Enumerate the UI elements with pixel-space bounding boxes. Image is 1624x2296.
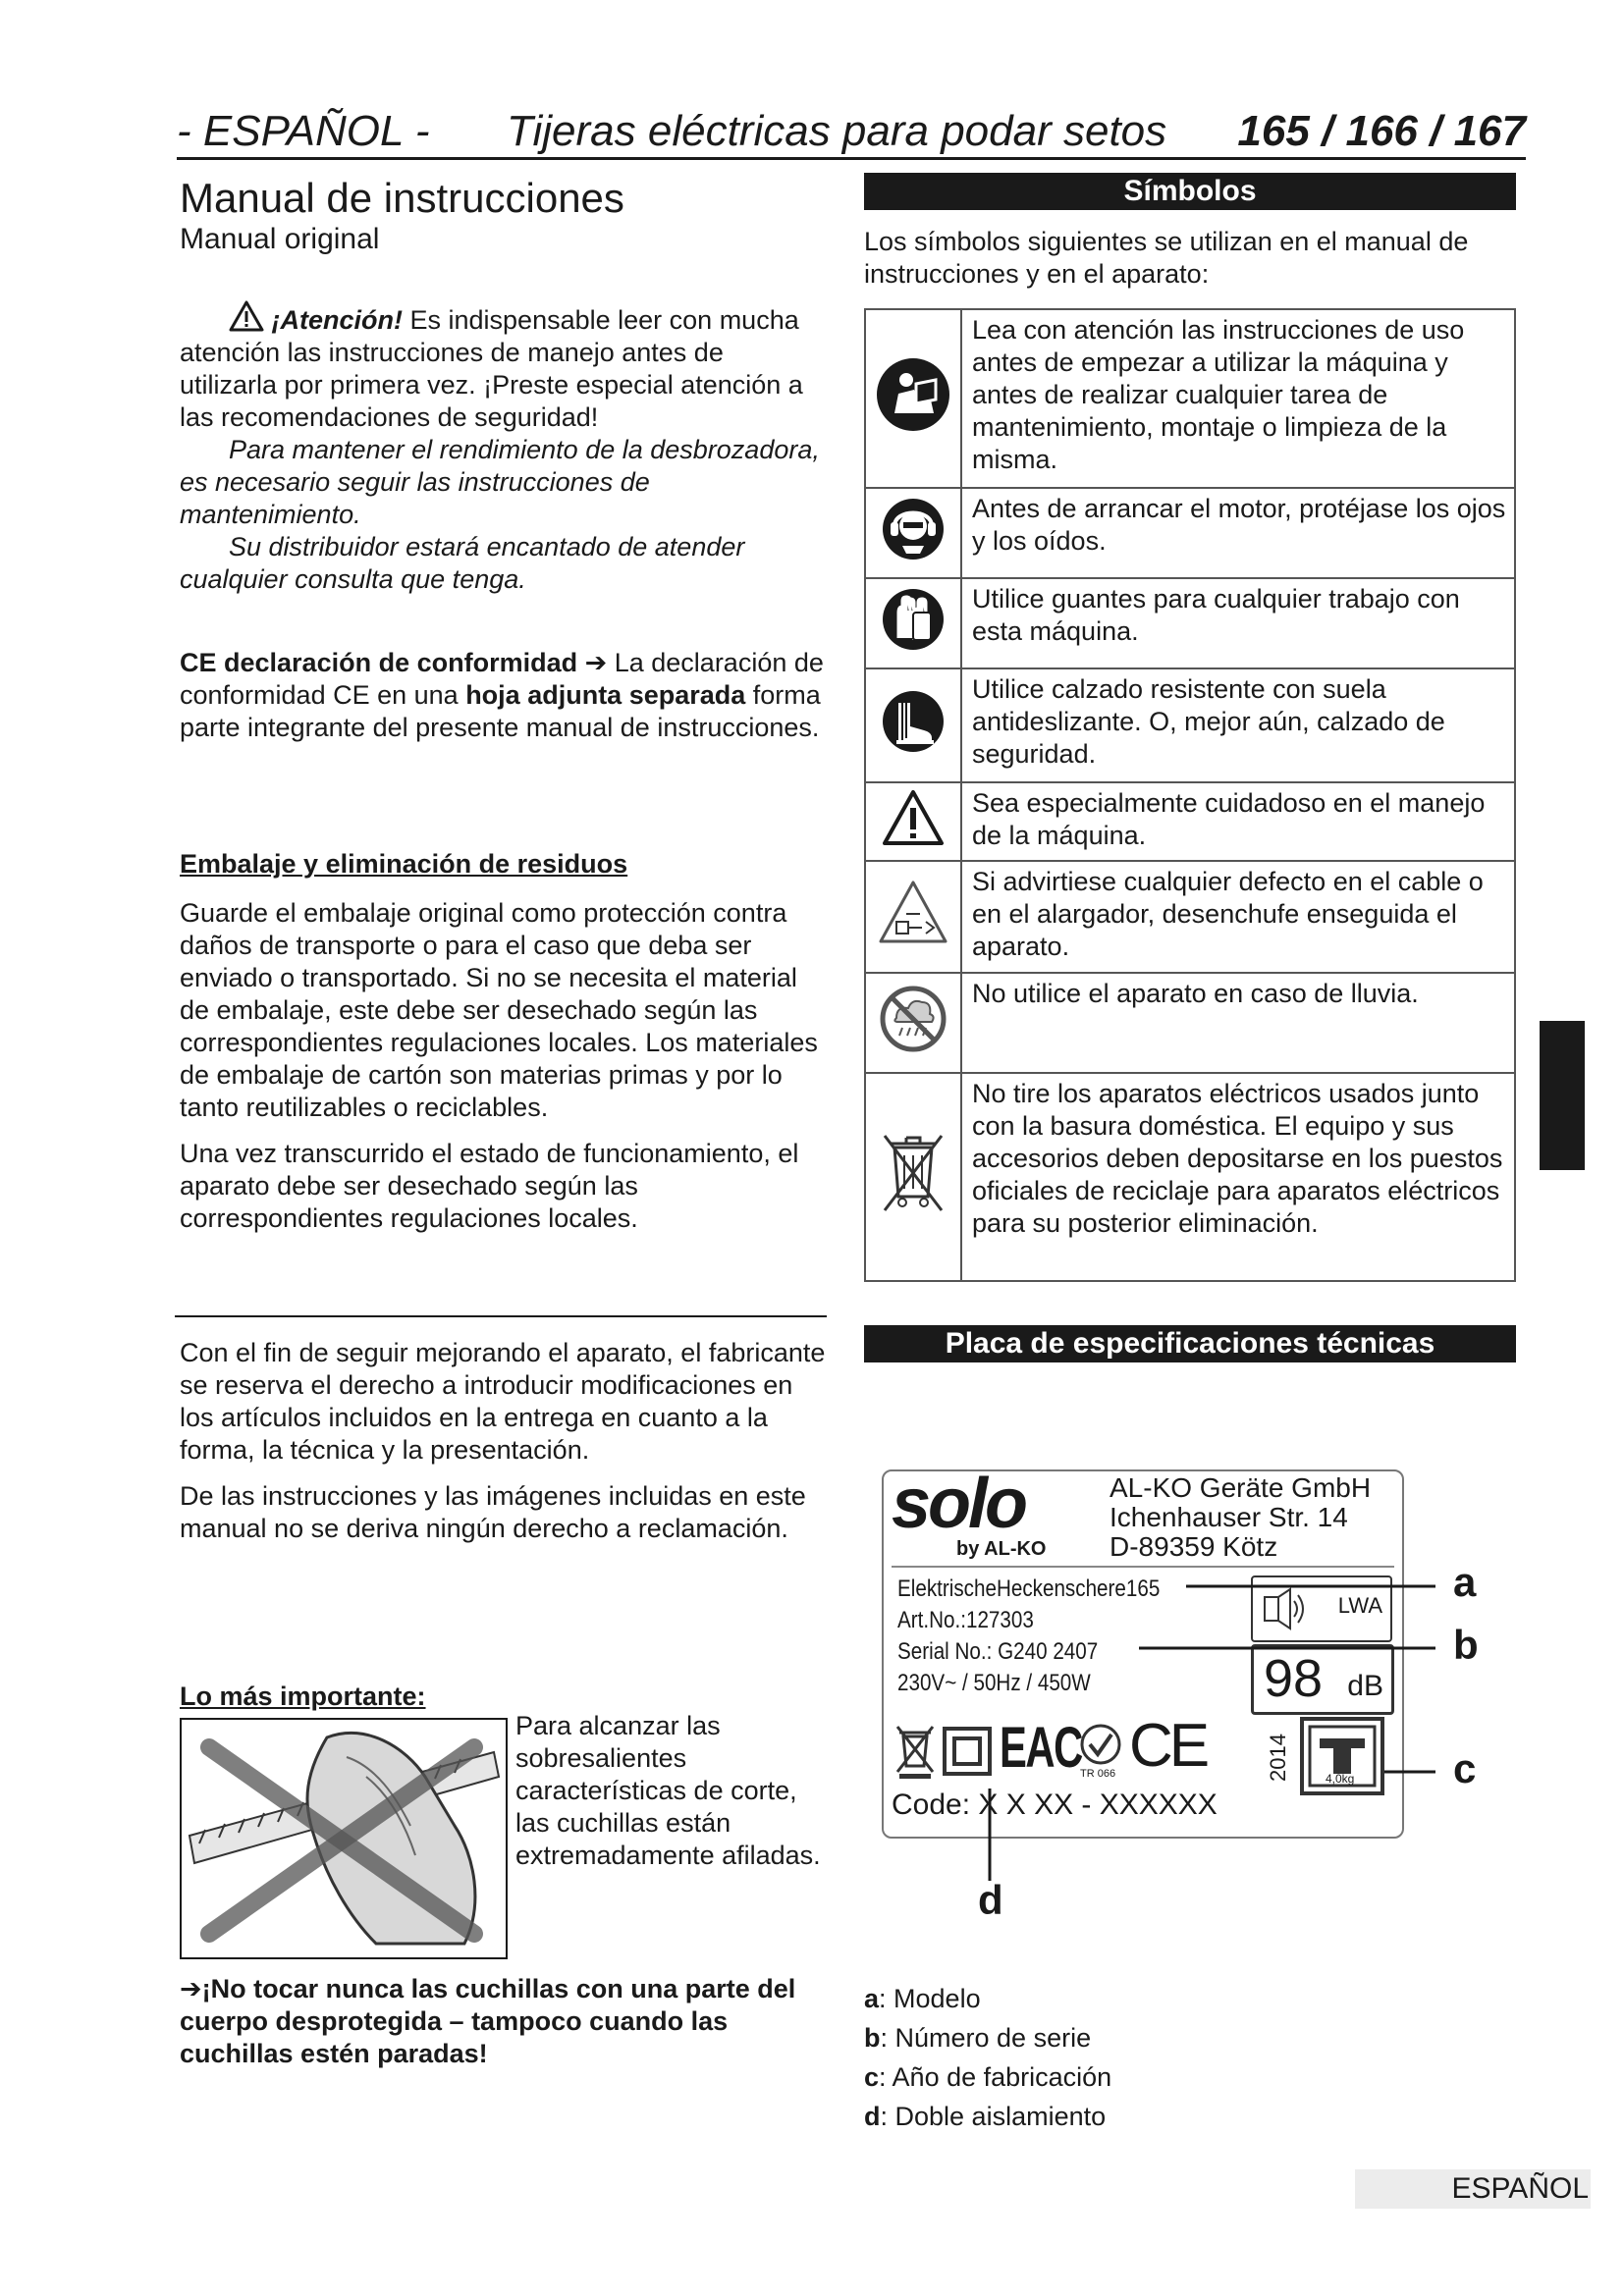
footer-language: ESPAÑOL bbox=[1355, 2169, 1591, 2209]
plate-heading: Placa de especificaciones técnicas bbox=[864, 1325, 1516, 1362]
plate-year: 2014 bbox=[1266, 1734, 1290, 1782]
weee-mark-icon bbox=[893, 1723, 937, 1780]
plate-divider bbox=[892, 1566, 1394, 1568]
ce-text-2: forma parte integrante del presente manual de instrucciones. bbox=[180, 680, 821, 742]
attention-triangle-icon bbox=[229, 300, 264, 332]
symbol-text: No tire los aparatos eléctricos usados junto con la basura doméstica. El equipo y sus accesorios deben depositarse en los puestos oficiales de reciclaje para aparatos eléctricos para su posterior eliminación. bbox=[961, 1073, 1515, 1281]
manual-subtitle: Manual original bbox=[180, 223, 380, 255]
ce-declaration bbox=[180, 647, 828, 744]
dealer-note: Su distribuidor estará encantado de atender cualquier consulta que tenga. bbox=[180, 532, 745, 594]
symbol-icon-cell bbox=[865, 782, 961, 861]
symbol-text: Utilice guantes para cualquier trabajo con esta máquina. bbox=[961, 578, 1515, 668]
sound-power-icon bbox=[1259, 1583, 1308, 1634]
symbol-row bbox=[865, 973, 1515, 1073]
symbols-heading: Símbolos bbox=[864, 173, 1516, 210]
symbol-row bbox=[865, 488, 1515, 578]
gloves-icon bbox=[881, 587, 946, 652]
attention-text: Es indispensable leer con mucha atención las instrucciones de manejo antes de utilizarla por primera vez. ¡Preste especial atención a las recomendaciones de seguridad! bbox=[180, 305, 803, 432]
symbol-icon-cell bbox=[865, 1073, 961, 1281]
lwa-box bbox=[1251, 1575, 1392, 1642]
tr-mark-icon bbox=[1076, 1723, 1125, 1770]
unplug-warning-icon bbox=[877, 879, 949, 947]
company-line-3: D-89359 Kötz bbox=[1110, 1531, 1278, 1562]
plate-model: ElektrischeHeckenschere165 bbox=[897, 1575, 1161, 1602]
changes-paragraph-2: De las instrucciones y las imágenes incluidas en este manual no se deriva ningún derecho a reclamación. bbox=[180, 1481, 806, 1543]
symbol-text: Sea especialmente cuidadoso en el manejo de la máquina. bbox=[961, 782, 1515, 861]
packaging-paragraph-1: Guarde el embalaje original como protección contra daños de transporte o para el caso que deba ser enviado o transportado. Si no se necesita el material de embalaje, este debe ser desechado según las correspondientes regulaciones locales. Los materiales de embalaje de cartón son materias primas y por lo tanto reutilizables o reciclables. bbox=[180, 898, 818, 1122]
symbol-text: No utilice el aparato en caso de lluvia. bbox=[961, 973, 1515, 1073]
symbol-row bbox=[865, 1073, 1515, 1281]
symbols-table bbox=[864, 308, 1516, 1282]
header-language: - ESPAÑOL - bbox=[177, 107, 430, 155]
no-rain-icon bbox=[879, 985, 947, 1053]
blade-illustration bbox=[180, 1718, 508, 1959]
eac-mark: EAC bbox=[1000, 1716, 1082, 1780]
symbol-icon-cell bbox=[865, 668, 961, 782]
changes-section bbox=[180, 1337, 828, 1545]
plate-power: 230V~ / 50Hz / 450W bbox=[897, 1670, 1091, 1696]
brand-logo: solo bbox=[892, 1465, 1026, 1543]
symbol-row bbox=[865, 668, 1515, 782]
symbol-row bbox=[865, 309, 1515, 488]
company-line-2: Ichenhauser Str. 14 bbox=[1110, 1502, 1348, 1532]
tr-label: TR 066 bbox=[1080, 1768, 1116, 1780]
brand-sub: by AL-KO bbox=[956, 1538, 1047, 1560]
legend-item: c: Año de fabricación bbox=[864, 2062, 1112, 2092]
plate-weight: 4,0kg bbox=[1326, 1772, 1355, 1786]
plate-legend bbox=[864, 1979, 1516, 2136]
changes-paragraph-1: Con el fin de seguir mejorando el aparato, el fabricante se reserva el derecho a introducir modificaciones en los artículos incluidos en la entrega en cuanto a la forma, la técnica y la presentación. bbox=[180, 1338, 826, 1465]
header-models: 165 / 166 / 167 bbox=[1237, 107, 1526, 155]
attention-label: ¡Atención! bbox=[271, 305, 403, 335]
lwa-label: LWA bbox=[1337, 1593, 1382, 1618]
callout-a: a bbox=[1453, 1559, 1477, 1605]
symbol-text: Si advirtiese cualquier defecto en el cable o en el alargador, desenchufe enseguida el aparato. bbox=[961, 861, 1515, 973]
important-text: Para alcanzar las sobresalientes características de corte, las cuchillas están extremadamente afiladas. bbox=[515, 1711, 821, 1870]
symbol-icon-cell bbox=[865, 973, 961, 1073]
attention-block bbox=[180, 300, 828, 596]
symbol-row bbox=[865, 782, 1515, 861]
language-side-tab bbox=[1540, 1021, 1585, 1170]
maintenance-note: Para mantener el rendimiento de la desbrozadora, es necesario seguir las instrucciones de mantenimiento. bbox=[180, 435, 820, 529]
rating-plate bbox=[882, 1465, 1404, 1839]
symbol-row bbox=[865, 861, 1515, 973]
ce-mark: CE bbox=[1129, 1712, 1207, 1780]
symbol-icon-cell bbox=[865, 578, 961, 668]
read-manual-icon bbox=[875, 356, 951, 433]
blade-warning: ➔¡No tocar nunca las cuchillas con una parte del cuerpo desprotegida – tampoco cuando las cuchillas estén paradas! bbox=[180, 1974, 796, 2068]
symbol-text: Antes de arrancar el motor, protéjase los ojos y los oídos. bbox=[961, 488, 1515, 578]
header-rule bbox=[177, 157, 1526, 160]
legend-item: d: Doble aislamiento bbox=[864, 2102, 1107, 2131]
packaging-section bbox=[180, 897, 828, 1235]
symbol-icon-cell bbox=[865, 309, 961, 488]
plate-article: Art.No.:127303 bbox=[897, 1607, 1034, 1633]
header-title: Tijeras eléctricas para podar setos bbox=[507, 107, 1167, 155]
safety-boots-icon bbox=[881, 689, 946, 754]
symbol-icon-cell bbox=[865, 488, 961, 578]
noise-box bbox=[1251, 1644, 1394, 1715]
ce-heading: CE declaración de conformidad bbox=[180, 648, 578, 677]
warning-triangle-icon bbox=[881, 788, 946, 847]
noise-unit: dB bbox=[1347, 1670, 1383, 1702]
plate-serial: Serial No.: G240 2407 bbox=[897, 1638, 1099, 1665]
noise-value: 98 bbox=[1264, 1649, 1324, 1708]
plate-code: Code: X X XX - XXXXXX bbox=[892, 1789, 1218, 1821]
callout-b: b bbox=[1453, 1622, 1479, 1668]
company-line-1: AL-KO Geräte GmbH bbox=[1110, 1472, 1372, 1503]
callout-d: d bbox=[978, 1877, 1003, 1923]
symbol-text: Utilice calzado resistente con suela antideslizante. O, mejor aún, calzado de seguridad. bbox=[961, 668, 1515, 782]
packaging-paragraph-2: Una vez transcurrido el estado de funcionamiento, el aparato debe ser desechado según las correspondientes regulaciones locales. bbox=[180, 1139, 799, 1233]
symbol-row bbox=[865, 578, 1515, 668]
callout-c: c bbox=[1453, 1745, 1477, 1791]
left-divider bbox=[175, 1315, 827, 1317]
ce-bold: hoja adjunta separada bbox=[465, 680, 746, 710]
eye-ear-protection-icon bbox=[881, 497, 946, 561]
symbol-text: Lea con atención las instrucciones de uso antes de empezar a utilizar la máquina y antes de realizar cualquier tarea de mantenimiento, montaje o limpieza de la misma. bbox=[961, 309, 1515, 488]
symbols-intro: Los símbolos siguientes se utilizan en el manual de instrucciones y en el aparato: bbox=[864, 227, 1469, 289]
important-heading: Lo más importante: bbox=[180, 1682, 426, 1711]
symbol-icon-cell bbox=[865, 861, 961, 973]
manual-title: Manual de instrucciones bbox=[180, 175, 624, 221]
double-insulation-icon bbox=[943, 1727, 992, 1776]
ce-text-1: La declaración de conformidad CE en una bbox=[180, 648, 824, 710]
ce-arrow: ➔ bbox=[577, 648, 615, 677]
weee-bin-icon bbox=[879, 1126, 947, 1220]
legend-item: a: Modelo bbox=[864, 1984, 981, 2013]
legend-item: b: Número de serie bbox=[864, 2023, 1092, 2053]
packaging-heading: Embalaje y eliminación de residuos bbox=[180, 849, 628, 879]
